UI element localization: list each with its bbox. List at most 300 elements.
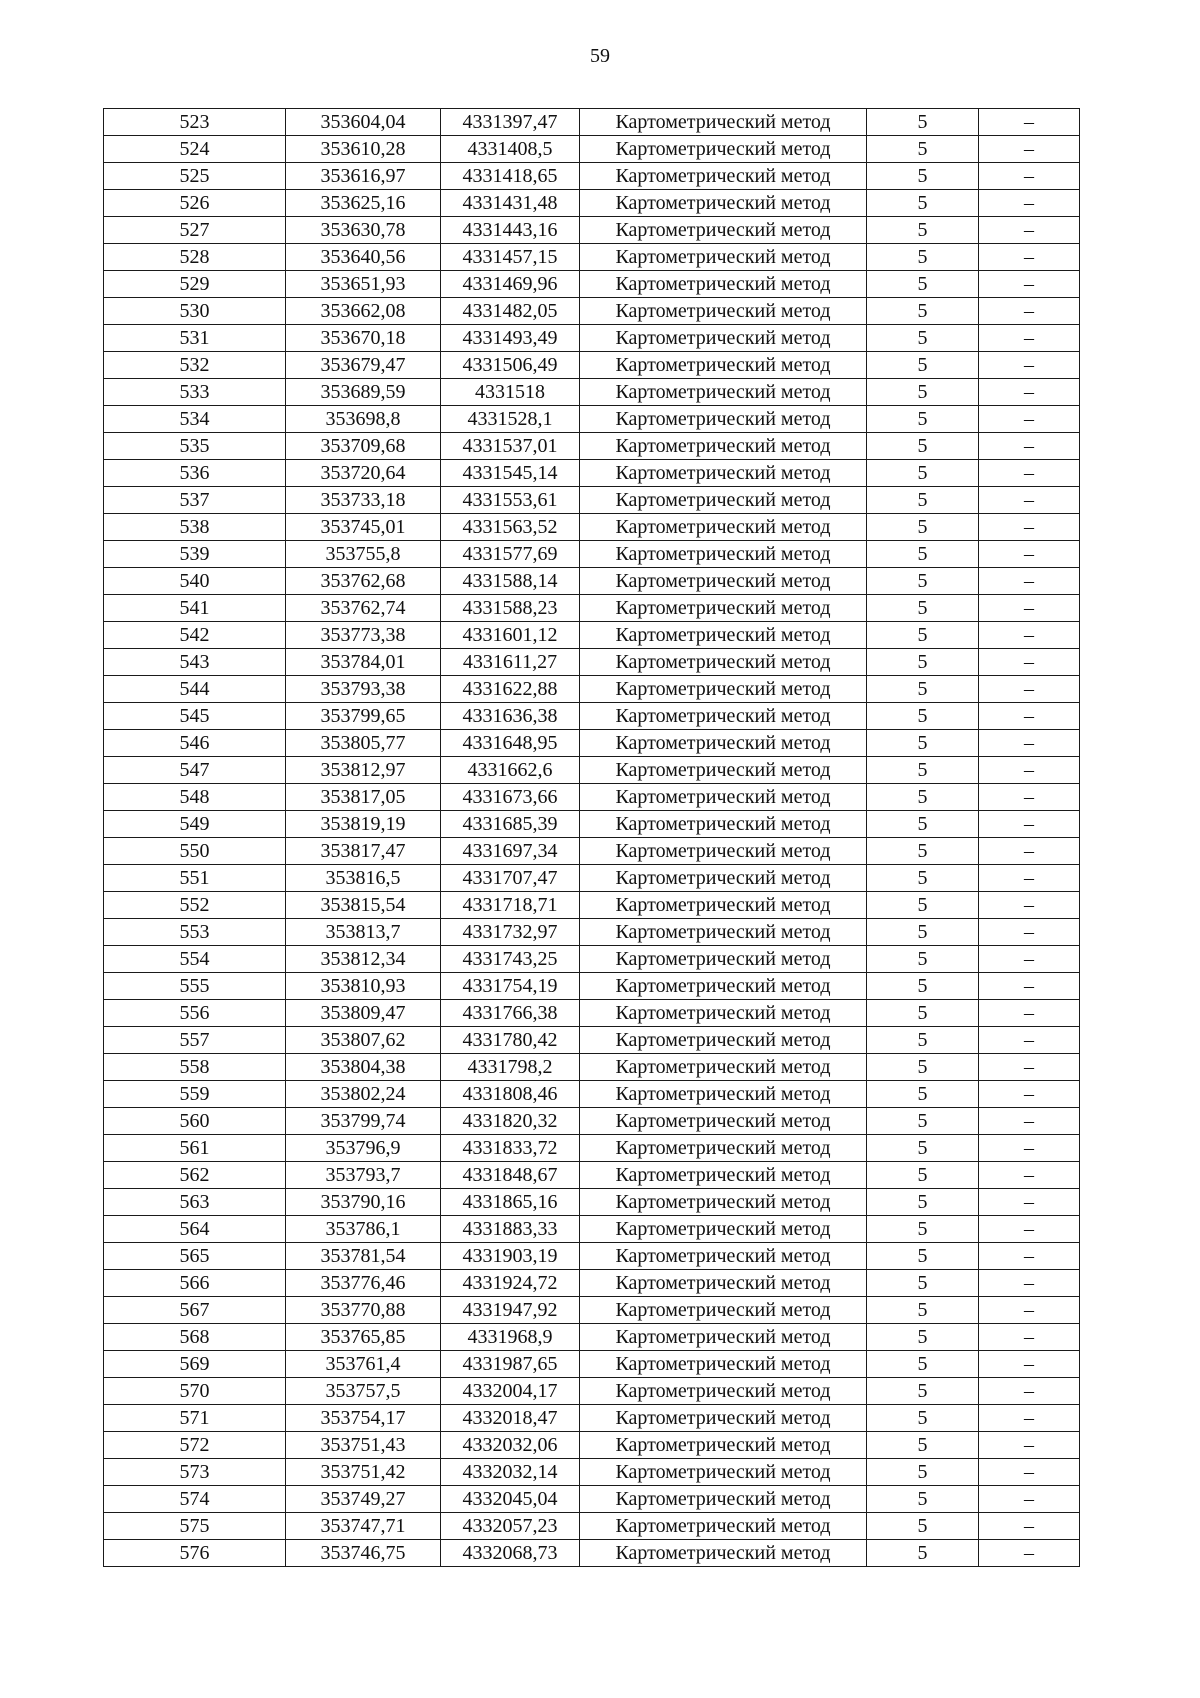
table-row: [104, 1513, 1080, 1540]
table-row: [104, 838, 1080, 865]
accuracy-cell: 5: [867, 460, 979, 487]
x-coordinate-cell: 353786,1: [286, 1216, 441, 1243]
x-coordinate-cell: 353747,71: [286, 1513, 441, 1540]
table-row: [104, 1432, 1080, 1459]
note-cell: –: [979, 109, 1080, 136]
y-coordinate-cell: 4331780,42: [441, 1027, 580, 1054]
note-cell: –: [979, 190, 1080, 217]
accuracy-cell: 5: [867, 1054, 979, 1081]
note-cell: –: [979, 1486, 1080, 1513]
note-cell: –: [979, 703, 1080, 730]
point-number-cell: 563: [104, 1189, 286, 1216]
point-number-cell: 576: [104, 1540, 286, 1567]
note-cell: –: [979, 838, 1080, 865]
y-coordinate-cell: 4331443,16: [441, 217, 580, 244]
table-row: [104, 919, 1080, 946]
accuracy-cell: 5: [867, 1540, 979, 1567]
method-cell: Картометрический метод: [580, 1162, 867, 1189]
table-row: [104, 1081, 1080, 1108]
accuracy-cell: 5: [867, 136, 979, 163]
point-number-cell: 561: [104, 1135, 286, 1162]
point-number-cell: 572: [104, 1432, 286, 1459]
accuracy-cell: 5: [867, 487, 979, 514]
y-coordinate-cell: 4331601,12: [441, 622, 580, 649]
x-coordinate-cell: 353751,42: [286, 1459, 441, 1486]
method-cell: Картометрический метод: [580, 325, 867, 352]
x-coordinate-cell: 353689,59: [286, 379, 441, 406]
y-coordinate-cell: 4331518: [441, 379, 580, 406]
point-number-cell: 545: [104, 703, 286, 730]
note-cell: –: [979, 1513, 1080, 1540]
point-number-cell: 540: [104, 568, 286, 595]
x-coordinate-cell: 353817,47: [286, 838, 441, 865]
y-coordinate-cell: 4331563,52: [441, 514, 580, 541]
point-number-cell: 553: [104, 919, 286, 946]
accuracy-cell: 5: [867, 379, 979, 406]
note-cell: –: [979, 1162, 1080, 1189]
table-row: [104, 1486, 1080, 1513]
x-coordinate-cell: 353749,27: [286, 1486, 441, 1513]
accuracy-cell: 5: [867, 811, 979, 838]
table-row: [104, 217, 1080, 244]
note-cell: –: [979, 865, 1080, 892]
table-row: [104, 892, 1080, 919]
method-cell: Картометрический метод: [580, 1351, 867, 1378]
accuracy-cell: 5: [867, 217, 979, 244]
note-cell: –: [979, 325, 1080, 352]
table-row: [104, 1108, 1080, 1135]
y-coordinate-cell: 4331577,69: [441, 541, 580, 568]
table-row: [104, 298, 1080, 325]
method-cell: Картометрический метод: [580, 1432, 867, 1459]
table-row: [104, 541, 1080, 568]
accuracy-cell: 5: [867, 433, 979, 460]
x-coordinate-cell: 353807,62: [286, 1027, 441, 1054]
table-row: [104, 1216, 1080, 1243]
accuracy-cell: 5: [867, 1081, 979, 1108]
y-coordinate-cell: 4331697,34: [441, 838, 580, 865]
y-coordinate-cell: 4331947,92: [441, 1297, 580, 1324]
note-cell: –: [979, 244, 1080, 271]
accuracy-cell: 5: [867, 163, 979, 190]
method-cell: Картометрический метод: [580, 1459, 867, 1486]
note-cell: –: [979, 1297, 1080, 1324]
x-coordinate-cell: 353651,93: [286, 271, 441, 298]
y-coordinate-cell: 4331743,25: [441, 946, 580, 973]
x-coordinate-cell: 353813,7: [286, 919, 441, 946]
method-cell: Картометрический метод: [580, 379, 867, 406]
method-cell: Картометрический метод: [580, 676, 867, 703]
point-number-cell: 539: [104, 541, 286, 568]
y-coordinate-cell: 4331588,14: [441, 568, 580, 595]
point-number-cell: 534: [104, 406, 286, 433]
y-coordinate-cell: 4332032,14: [441, 1459, 580, 1486]
accuracy-cell: 5: [867, 1459, 979, 1486]
method-cell: Картометрический метод: [580, 1216, 867, 1243]
note-cell: –: [979, 298, 1080, 325]
table-row: [104, 568, 1080, 595]
y-coordinate-cell: 4331493,49: [441, 325, 580, 352]
method-cell: Картометрический метод: [580, 1297, 867, 1324]
y-coordinate-cell: 4331397,47: [441, 109, 580, 136]
table-row: [104, 1000, 1080, 1027]
method-cell: Картометрический метод: [580, 1405, 867, 1432]
method-cell: Картометрический метод: [580, 568, 867, 595]
y-coordinate-cell: 4331766,38: [441, 1000, 580, 1027]
table-row: [104, 730, 1080, 757]
x-coordinate-cell: 353796,9: [286, 1135, 441, 1162]
accuracy-cell: 5: [867, 865, 979, 892]
y-coordinate-cell: 4331707,47: [441, 865, 580, 892]
table-row: [104, 460, 1080, 487]
y-coordinate-cell: 4331537,01: [441, 433, 580, 460]
y-coordinate-cell: 4331431,48: [441, 190, 580, 217]
x-coordinate-cell: 353761,4: [286, 1351, 441, 1378]
method-cell: Картометрический метод: [580, 1054, 867, 1081]
x-coordinate-cell: 353781,54: [286, 1243, 441, 1270]
accuracy-cell: 5: [867, 1378, 979, 1405]
accuracy-cell: 5: [867, 1243, 979, 1270]
accuracy-cell: 5: [867, 784, 979, 811]
method-cell: Картометрический метод: [580, 622, 867, 649]
table-row: [104, 1054, 1080, 1081]
method-cell: Картометрический метод: [580, 757, 867, 784]
x-coordinate-cell: 353625,16: [286, 190, 441, 217]
point-number-cell: 527: [104, 217, 286, 244]
method-cell: Картометрический метод: [580, 541, 867, 568]
method-cell: Картометрический метод: [580, 1108, 867, 1135]
method-cell: Картометрический метод: [580, 1270, 867, 1297]
x-coordinate-cell: 353709,68: [286, 433, 441, 460]
method-cell: Картометрический метод: [580, 217, 867, 244]
point-number-cell: 554: [104, 946, 286, 973]
note-cell: –: [979, 892, 1080, 919]
y-coordinate-cell: 4331528,1: [441, 406, 580, 433]
table-row: [104, 325, 1080, 352]
x-coordinate-cell: 353799,74: [286, 1108, 441, 1135]
point-number-cell: 538: [104, 514, 286, 541]
x-coordinate-cell: 353679,47: [286, 352, 441, 379]
y-coordinate-cell: 4331482,05: [441, 298, 580, 325]
method-cell: Картометрический метод: [580, 946, 867, 973]
accuracy-cell: 5: [867, 271, 979, 298]
accuracy-cell: 5: [867, 1135, 979, 1162]
accuracy-cell: 5: [867, 1162, 979, 1189]
note-cell: –: [979, 1000, 1080, 1027]
note-cell: –: [979, 1027, 1080, 1054]
point-number-cell: 524: [104, 136, 286, 163]
x-coordinate-cell: 353804,38: [286, 1054, 441, 1081]
method-cell: Картометрический метод: [580, 433, 867, 460]
point-number-cell: 562: [104, 1162, 286, 1189]
method-cell: Картометрический метод: [580, 190, 867, 217]
note-cell: –: [979, 1540, 1080, 1567]
method-cell: Картометрический метод: [580, 352, 867, 379]
x-coordinate-cell: 353819,19: [286, 811, 441, 838]
table-row: [104, 1540, 1080, 1567]
y-coordinate-cell: 4332032,06: [441, 1432, 580, 1459]
note-cell: –: [979, 1081, 1080, 1108]
accuracy-cell: 5: [867, 1351, 979, 1378]
note-cell: –: [979, 730, 1080, 757]
method-cell: Картометрический метод: [580, 1189, 867, 1216]
table-row: [104, 595, 1080, 622]
point-number-cell: 551: [104, 865, 286, 892]
note-cell: –: [979, 973, 1080, 1000]
point-number-cell: 525: [104, 163, 286, 190]
method-cell: Картометрический метод: [580, 703, 867, 730]
method-cell: Картометрический метод: [580, 1324, 867, 1351]
note-cell: –: [979, 919, 1080, 946]
coordinates-table-body: [104, 109, 1080, 1567]
accuracy-cell: 5: [867, 1108, 979, 1135]
x-coordinate-cell: 353817,05: [286, 784, 441, 811]
method-cell: Картометрический метод: [580, 649, 867, 676]
x-coordinate-cell: 353802,24: [286, 1081, 441, 1108]
accuracy-cell: 5: [867, 1216, 979, 1243]
x-coordinate-cell: 353762,68: [286, 568, 441, 595]
x-coordinate-cell: 353630,78: [286, 217, 441, 244]
note-cell: –: [979, 217, 1080, 244]
x-coordinate-cell: 353670,18: [286, 325, 441, 352]
point-number-cell: 536: [104, 460, 286, 487]
y-coordinate-cell: 4331883,33: [441, 1216, 580, 1243]
x-coordinate-cell: 353776,46: [286, 1270, 441, 1297]
note-cell: –: [979, 352, 1080, 379]
method-cell: Картометрический метод: [580, 919, 867, 946]
y-coordinate-cell: 4332068,73: [441, 1540, 580, 1567]
y-coordinate-cell: 4332018,47: [441, 1405, 580, 1432]
x-coordinate-cell: 353757,5: [286, 1378, 441, 1405]
y-coordinate-cell: 4331469,96: [441, 271, 580, 298]
note-cell: –: [979, 568, 1080, 595]
point-number-cell: 547: [104, 757, 286, 784]
x-coordinate-cell: 353733,18: [286, 487, 441, 514]
point-number-cell: 556: [104, 1000, 286, 1027]
point-number-cell: 544: [104, 676, 286, 703]
method-cell: Картометрический метод: [580, 406, 867, 433]
accuracy-cell: 5: [867, 919, 979, 946]
table-row: [104, 487, 1080, 514]
method-cell: Картометрический метод: [580, 1027, 867, 1054]
note-cell: –: [979, 379, 1080, 406]
y-coordinate-cell: 4331588,23: [441, 595, 580, 622]
accuracy-cell: 5: [867, 298, 979, 325]
accuracy-cell: 5: [867, 1486, 979, 1513]
table-row: [104, 1405, 1080, 1432]
method-cell: Картометрический метод: [580, 892, 867, 919]
accuracy-cell: 5: [867, 1405, 979, 1432]
table-row: [104, 1162, 1080, 1189]
y-coordinate-cell: 4331924,72: [441, 1270, 580, 1297]
table-row: [104, 1351, 1080, 1378]
point-number-cell: 567: [104, 1297, 286, 1324]
x-coordinate-cell: 353755,8: [286, 541, 441, 568]
note-cell: –: [979, 1108, 1080, 1135]
table-row: [104, 1243, 1080, 1270]
point-number-cell: 546: [104, 730, 286, 757]
accuracy-cell: 5: [867, 1189, 979, 1216]
x-coordinate-cell: 353816,5: [286, 865, 441, 892]
table-row: [104, 1135, 1080, 1162]
y-coordinate-cell: 4331611,27: [441, 649, 580, 676]
y-coordinate-cell: 4331636,38: [441, 703, 580, 730]
table-row: [104, 1324, 1080, 1351]
point-number-cell: 542: [104, 622, 286, 649]
table-row: [104, 136, 1080, 163]
table-row: [104, 190, 1080, 217]
method-cell: Картометрический метод: [580, 865, 867, 892]
method-cell: Картометрический метод: [580, 298, 867, 325]
note-cell: –: [979, 433, 1080, 460]
note-cell: –: [979, 460, 1080, 487]
accuracy-cell: 5: [867, 649, 979, 676]
note-cell: –: [979, 676, 1080, 703]
method-cell: Картометрический метод: [580, 1243, 867, 1270]
x-coordinate-cell: 353745,01: [286, 514, 441, 541]
y-coordinate-cell: 4331798,2: [441, 1054, 580, 1081]
table-row: [104, 163, 1080, 190]
method-cell: Картометрический метод: [580, 1378, 867, 1405]
accuracy-cell: 5: [867, 1000, 979, 1027]
point-number-cell: 560: [104, 1108, 286, 1135]
method-cell: Картометрический метод: [580, 1486, 867, 1513]
table-row: [104, 1297, 1080, 1324]
y-coordinate-cell: 4331833,72: [441, 1135, 580, 1162]
table-row: [104, 244, 1080, 271]
note-cell: –: [979, 163, 1080, 190]
y-coordinate-cell: 4331408,5: [441, 136, 580, 163]
accuracy-cell: 5: [867, 703, 979, 730]
x-coordinate-cell: 353773,38: [286, 622, 441, 649]
note-cell: –: [979, 1216, 1080, 1243]
point-number-cell: 571: [104, 1405, 286, 1432]
accuracy-cell: 5: [867, 568, 979, 595]
table-row: [104, 514, 1080, 541]
point-number-cell: 555: [104, 973, 286, 1000]
y-coordinate-cell: 4331457,15: [441, 244, 580, 271]
x-coordinate-cell: 353805,77: [286, 730, 441, 757]
accuracy-cell: 5: [867, 190, 979, 217]
method-cell: Картометрический метод: [580, 163, 867, 190]
y-coordinate-cell: 4331685,39: [441, 811, 580, 838]
method-cell: Картометрический метод: [580, 838, 867, 865]
point-number-cell: 559: [104, 1081, 286, 1108]
y-coordinate-cell: 4331545,14: [441, 460, 580, 487]
point-number-cell: 528: [104, 244, 286, 271]
x-coordinate-cell: 353815,54: [286, 892, 441, 919]
method-cell: Картометрический метод: [580, 136, 867, 163]
method-cell: Картометрический метод: [580, 1135, 867, 1162]
x-coordinate-cell: 353812,34: [286, 946, 441, 973]
note-cell: –: [979, 595, 1080, 622]
point-number-cell: 558: [104, 1054, 286, 1081]
table-row: [104, 757, 1080, 784]
note-cell: –: [979, 946, 1080, 973]
table-row: [104, 946, 1080, 973]
table-row: [104, 433, 1080, 460]
note-cell: –: [979, 1135, 1080, 1162]
point-number-cell: 570: [104, 1378, 286, 1405]
point-number-cell: 549: [104, 811, 286, 838]
y-coordinate-cell: 4331732,97: [441, 919, 580, 946]
x-coordinate-cell: 353698,8: [286, 406, 441, 433]
accuracy-cell: 5: [867, 406, 979, 433]
x-coordinate-cell: 353784,01: [286, 649, 441, 676]
point-number-cell: 533: [104, 379, 286, 406]
table-row: [104, 1027, 1080, 1054]
table-row: [104, 1459, 1080, 1486]
point-number-cell: 574: [104, 1486, 286, 1513]
method-cell: Картометрический метод: [580, 973, 867, 1000]
note-cell: –: [979, 1054, 1080, 1081]
y-coordinate-cell: 4331968,9: [441, 1324, 580, 1351]
point-number-cell: 557: [104, 1027, 286, 1054]
method-cell: Картометрический метод: [580, 514, 867, 541]
accuracy-cell: 5: [867, 676, 979, 703]
note-cell: –: [979, 1270, 1080, 1297]
note-cell: –: [979, 406, 1080, 433]
note-cell: –: [979, 757, 1080, 784]
accuracy-cell: 5: [867, 1513, 979, 1540]
x-coordinate-cell: 353810,93: [286, 973, 441, 1000]
y-coordinate-cell: 4331987,65: [441, 1351, 580, 1378]
point-number-cell: 568: [104, 1324, 286, 1351]
y-coordinate-cell: 4331622,88: [441, 676, 580, 703]
accuracy-cell: 5: [867, 1027, 979, 1054]
accuracy-cell: 5: [867, 757, 979, 784]
method-cell: Картометрический метод: [580, 460, 867, 487]
accuracy-cell: 5: [867, 325, 979, 352]
note-cell: –: [979, 136, 1080, 163]
note-cell: –: [979, 811, 1080, 838]
point-number-cell: 529: [104, 271, 286, 298]
y-coordinate-cell: 4331718,71: [441, 892, 580, 919]
y-coordinate-cell: 4331808,46: [441, 1081, 580, 1108]
x-coordinate-cell: 353799,65: [286, 703, 441, 730]
accuracy-cell: 5: [867, 1270, 979, 1297]
accuracy-cell: 5: [867, 838, 979, 865]
accuracy-cell: 5: [867, 892, 979, 919]
point-number-cell: 531: [104, 325, 286, 352]
point-number-cell: 575: [104, 1513, 286, 1540]
point-number-cell: 573: [104, 1459, 286, 1486]
note-cell: –: [979, 1378, 1080, 1405]
point-number-cell: 543: [104, 649, 286, 676]
note-cell: –: [979, 1324, 1080, 1351]
y-coordinate-cell: 4331673,66: [441, 784, 580, 811]
method-cell: Картометрический метод: [580, 784, 867, 811]
x-coordinate-cell: 353770,88: [286, 1297, 441, 1324]
accuracy-cell: 5: [867, 973, 979, 1000]
x-coordinate-cell: 353720,64: [286, 460, 441, 487]
coordinates-table: [103, 108, 1080, 1567]
accuracy-cell: 5: [867, 1324, 979, 1351]
point-number-cell: 526: [104, 190, 286, 217]
accuracy-cell: 5: [867, 622, 979, 649]
method-cell: Картометрический метод: [580, 109, 867, 136]
note-cell: –: [979, 541, 1080, 568]
method-cell: Картометрический метод: [580, 1000, 867, 1027]
table-row: [104, 1270, 1080, 1297]
method-cell: Картометрический метод: [580, 1540, 867, 1567]
table-row: [104, 649, 1080, 676]
x-coordinate-cell: 353616,97: [286, 163, 441, 190]
note-cell: –: [979, 1351, 1080, 1378]
table-row: [104, 784, 1080, 811]
table-row: [104, 865, 1080, 892]
note-cell: –: [979, 649, 1080, 676]
